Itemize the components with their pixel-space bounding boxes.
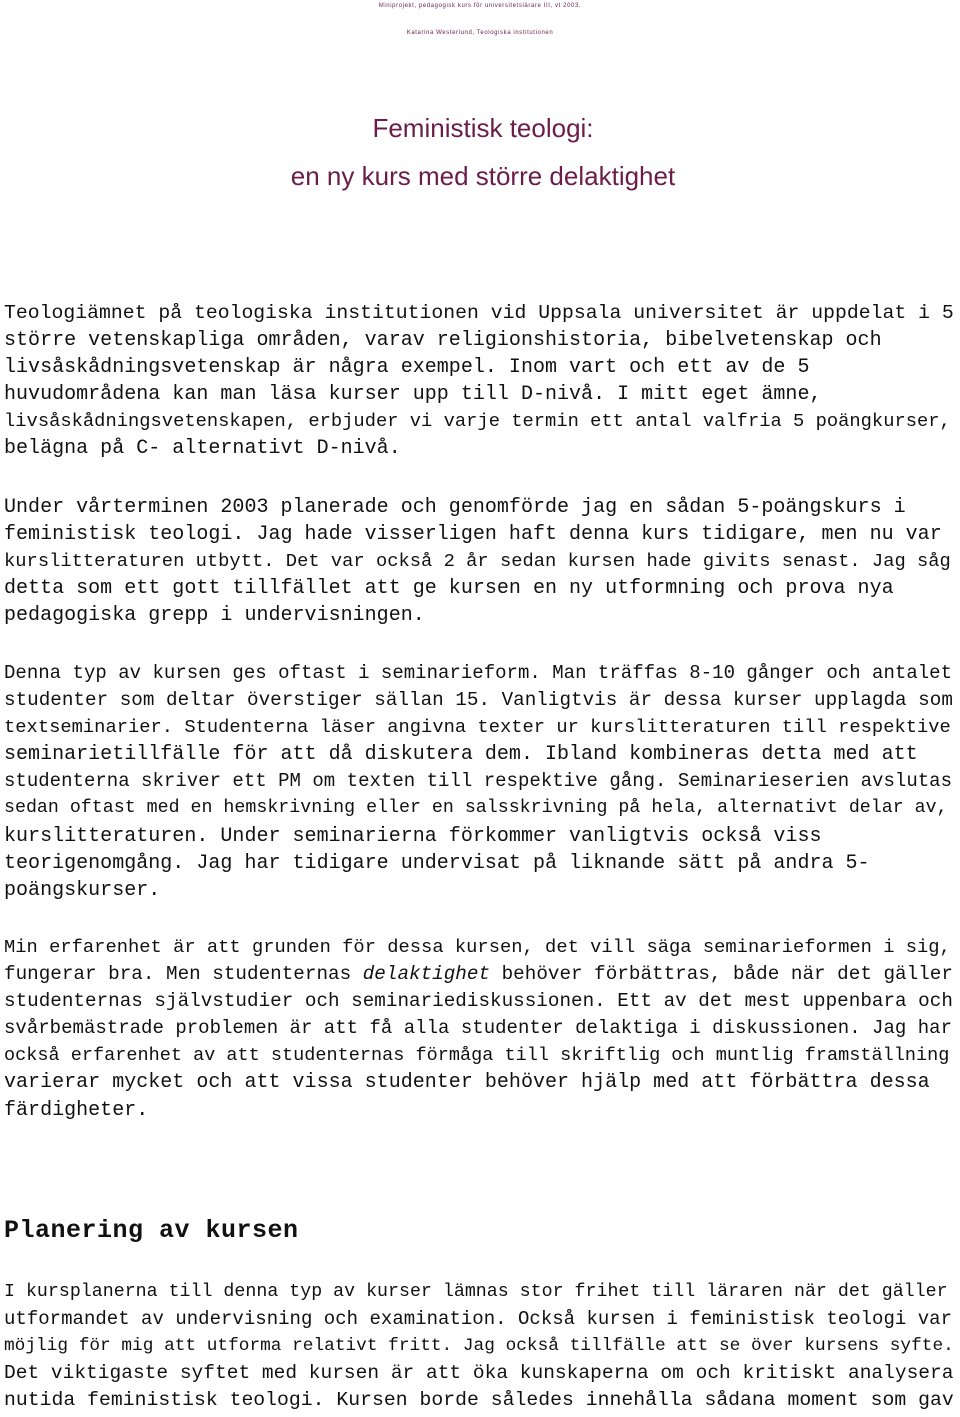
paragraph-line: studenterna skriver ett PM om texten till respektive gång. Seminarieserien avslutas [4,770,953,793]
paragraph-line: nutida feministisk teologi. Kursen borde således innehålla sådana moment som gav [4,1389,954,1412]
paragraph-line: livsåskådningsvetenskap är några exempel. Inom vart och ett av de 5 [4,356,810,380]
paragraph-line: varierar mycket och att vissa studenter behöver hjälp med att förbättra dessa [4,1071,930,1095]
paragraph-line: feministisk teologi. Jag hade visserligen haft denna kurs tidigare, men nu var [4,523,942,547]
paragraph-line: färdigheter. [4,1098,149,1122]
paragraph-line: belägna på C- alternativt D-nivå. [4,437,401,461]
paragraph-line: sedan oftast med en hemskrivning eller en salsskrivning på hela, alternativt delar av, [4,798,948,819]
paragraph-line: Teologiämnet på teologiska institutionen vid Uppsala universitet är uppdelat i 5 [4,302,954,324]
paragraph-line: Denna typ av kursen ges oftast i seminarieform. Man träffas 8-10 gånger och antalet [4,662,953,684]
document-header-line-1: Miniprojekt, pedagogisk kurs för universitetslärare III, vt 2003. [378,3,582,9]
paragraph-line: livsåskådningsvetenskapen, erbjuder vi varje termin ett antal valfria 5 poängkurser, [4,410,951,433]
paragraph-line: poängskurser. [4,878,161,902]
paragraph-line: större vetenskapliga områden, varav religionshistoria, bibelvetenskap och [4,329,882,353]
paragraph-line: svårbemästrade problemen är att få alla studenter delaktiga i diskussionen. Jag har [4,1017,953,1040]
emphasized-word: delaktighet [362,963,491,986]
paragraph-line: I kursplanerna till denna typ av kurser lämnas stor frihet till läraren när det gäller [4,1282,948,1302]
paragraph-line: seminarietillfälle för att då diskutera dem. Ibland kombineras detta med att [4,743,918,767]
paragraph-line: också erfarenhet av att studenternas förmåga till skriftlig och muntlig framställning [4,1045,950,1067]
document-title-line-1: Feministisk teologi: [372,113,594,143]
document-header-line-2: Katarina Westerlund, Teologiska institutionen [406,30,554,36]
paragraph-line: kurslitteraturen utbytt. Det var också 2 år sedan kursen hade givits senast. Jag såg [4,550,951,573]
paragraph-text: fungerar bra. Men studenternas [4,963,363,986]
document-title-line-2: en ny kurs med större delaktighet [290,161,676,191]
paragraph-3 [4,660,958,904]
paragraph-text: behöver förbättras, både när det gäller [490,963,953,986]
paragraph-line: studenter som deltar överstiger sällan 15. Vanligtvis är dessa kurser upplagda som [4,689,953,712]
paragraph-line: textseminarier. Studenterna läser angivna texter ur kurslitteraturen till respektive [4,716,951,739]
paragraph-2 [4,494,958,629]
paragraph-line: huvudområdena kan man läsa kurser upp till D-nivå. I mitt eget ämne, [4,383,822,407]
paragraph-line: utformandet av undervisning och examination. Också kursen i feministisk teologi var [4,1308,953,1331]
paragraph-line: Under vårterminen 2003 planerade och genomförde jag en sådan 5-poängskurs i [4,496,906,519]
paragraph-line: teorigenomgång. Jag har tidigare undervisat på liknande sätt på andra 5- [4,851,870,875]
paragraph-line: möjlig för mig att utforma relativt fritt. Jag också tillfälle att se över kursens syfte. [4,1336,954,1357]
paragraph-line: detta som ett gott tillfället att ge kursen en ny utformning och prova nya [4,577,894,601]
paragraph-line: studenternas självstudier och seminariediskussionen. Ett av det mest uppenbara och [4,990,953,1013]
paragraph-line: kurslitteraturen. Under seminarierna förkommer vanligtvis också viss [4,824,822,848]
paragraph-line: pedagogiska grepp i undervisningen. [4,604,425,628]
paragraph-1 [4,300,958,463]
paragraph-4 [4,934,958,1124]
paragraph-line [4,961,958,988]
paragraph-line: Min erfarenhet är att grunden för dessa kursen, det vill säga seminarieformen i sig, [4,936,951,958]
paragraph-line: Det viktigaste syftet med kursen är att öka kunskaperna om och kritiskt analysera [4,1362,954,1385]
section-paragraph [4,1279,958,1414]
section-heading: Planering av kursen [4,1216,299,1245]
